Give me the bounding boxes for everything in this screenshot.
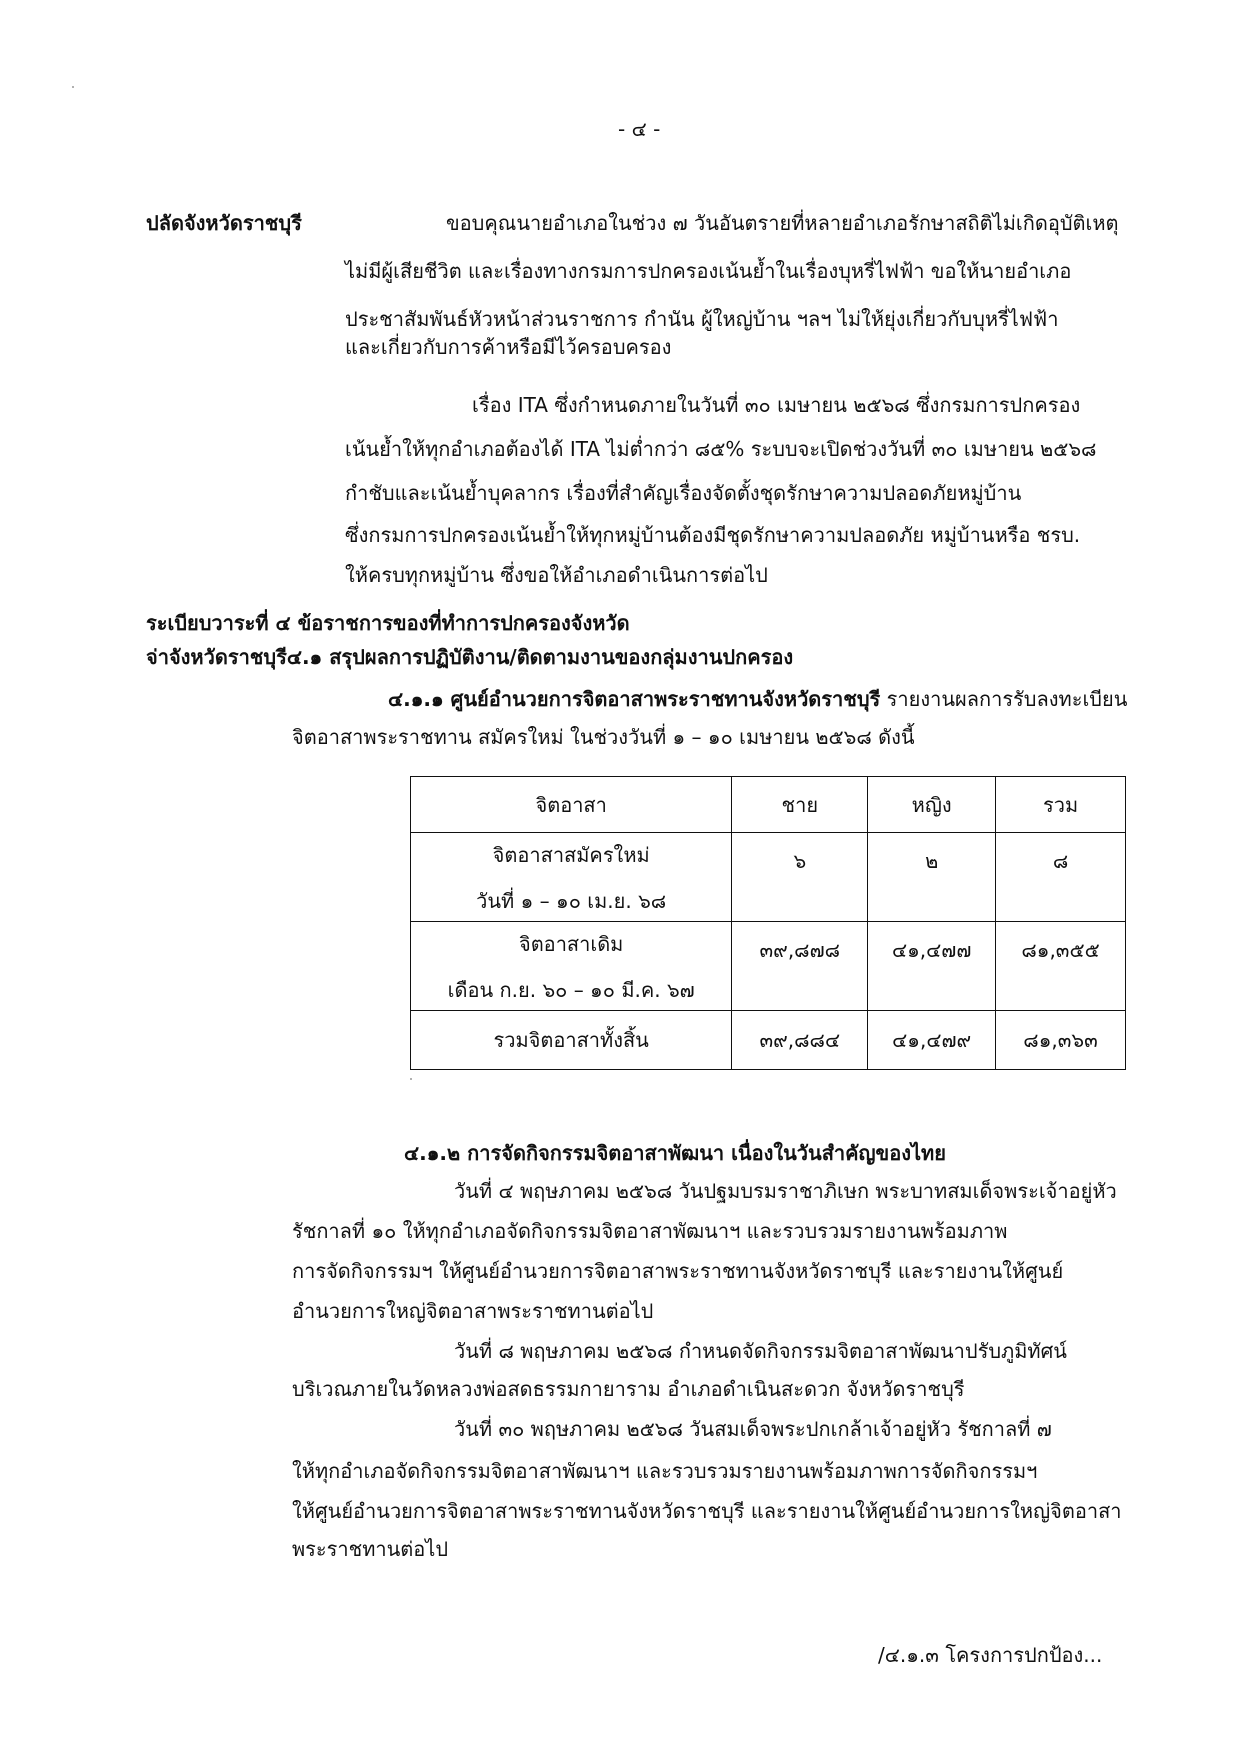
header-cell: หญิง xyxy=(868,777,996,833)
item-411-text: รายงานผลการรับลงทะเบียน xyxy=(880,687,1128,711)
paragraph-line: ให้ศูนย์อำนวยการจิตอาสาพระราชทานจังหวัดราชบุรี และรายงานให้ศูนย์อำนวยการใหญ่จิตอาสา xyxy=(292,1499,1122,1523)
row-sublabel: เดือน ก.ย. ๖๐ – ๑๐ มี.ค. ๖๗ xyxy=(447,978,695,1002)
page-number: - ๔ - xyxy=(618,117,661,141)
row-sublabel: วันที่ ๑ – ๑๐ เม.ย. ๖๘ xyxy=(476,889,667,913)
paragraph-line: และเกี่ยวกับการค้าหรือมีไว้ครอบครอง xyxy=(345,335,672,359)
row-label-cell xyxy=(411,922,732,1011)
paragraph-line: ให้ครบทุกหมู่บ้าน ซึ่งขอให้อำเภอดำเนินการต่อไป xyxy=(345,563,768,587)
total-value: ๘ xyxy=(1052,849,1069,873)
agenda-heading: ระเบียบวาระที่ ๔ ข้อราชการของที่ทำการปกครองจังหวัด xyxy=(146,611,630,635)
female-cell: ๔๑,๔๗๙ xyxy=(868,1011,996,1070)
continuation-marker: /๔.๑.๓ โครงการปกป้อง... xyxy=(878,1643,1103,1667)
row-label-cell xyxy=(411,833,732,922)
paragraph-line: ซึ่งกรมการปกครองเน้นย้ำให้ทุกหมู่บ้านต้องมีชุดรักษาความปลอดภัย หมู่บ้านหรือ ชรบ. xyxy=(345,523,1081,547)
female-value: ๔๑,๔๗๗ xyxy=(891,938,972,962)
total-cell xyxy=(996,922,1126,1011)
speaker-label: ปลัดจังหวัดราชบุรี xyxy=(146,211,302,235)
paragraph-line: วันที่ ๘ พฤษภาคม ๒๕๖๘ กำหนดจัดกิจกรรมจิตอาสาพัฒนาปรับภูมิทัศน์ xyxy=(454,1339,1067,1363)
male-value: ๓๙,๘๗๘ xyxy=(759,938,841,962)
paragraph-line: ให้ทุกอำเภอจัดกิจกรรมจิตอาสาพัฒนาฯ และรวบรวมรายงานพร้อมภาพการจัดกิจกรรมฯ xyxy=(292,1459,1038,1483)
table-row xyxy=(411,922,1126,1011)
header-cell: ชาย xyxy=(732,777,868,833)
header-cell: จิตอาสา xyxy=(411,777,732,833)
paragraph-line: การจัดกิจกรรมฯ ให้ศูนย์อำนวยการจิตอาสาพระราชทานจังหวัดราชบุรี และรายงานให้ศูนย์ xyxy=(292,1259,1064,1283)
male-cell: ๓๙,๘๘๔ xyxy=(732,1011,868,1070)
paragraph-line: บริเวณภายในวัดหลวงพ่อสดธรรมกายาราม อำเภอดำเนินสะดวก จังหวัดราชบุรี xyxy=(292,1377,965,1401)
paragraph-line: พระราชทานต่อไป xyxy=(292,1537,449,1561)
paragraph-line: ขอบคุณนายอำเภอในช่วง ๗ วันอันตรายที่หลายอำเภอรักษาสถิติไม่เกิดอุบัติเหตุ xyxy=(446,211,1119,235)
paragraph-line: วันที่ ๔ พฤษภาคม ๒๕๖๘ วันปฐมบรมราชาภิเษก พระบาทสมเด็จพระเจ้าอยู่หัว xyxy=(454,1179,1117,1203)
row-label: จิตอาสาเดิม xyxy=(518,932,624,956)
female-value: ๒ xyxy=(925,849,939,873)
paragraph-line: เน้นย้ำให้ทุกอำเภอต้องได้ ITA ไม่ต่ำกว่า ๘๕% ระบบจะเปิดช่วงวันที่ ๓๐ เมษายน ๒๕๖๘ xyxy=(345,437,1097,461)
table-header-row xyxy=(411,777,1126,833)
paragraph-line: ไม่มีผู้เสียชีวิต และเรื่องทางกรมการปกครองเน้นย้ำในเรื่องบุหรี่ไฟฟ้า ขอให้นายอำเภอ xyxy=(345,259,1072,283)
male-value: ๖ xyxy=(793,849,807,873)
item-411-title: ๔.๑.๑ ศูนย์อำนวยการจิตอาสาพระราชทานจังหวัดราชบุรี xyxy=(388,687,881,711)
agenda-subheading: จ่าจังหวัดราชบุรี๔.๑ สรุปผลการปฏิบัติงาน/ติดตามงานของกลุ่มงานปกครอง xyxy=(146,645,794,669)
paragraph-line: เรื่อง ITA ซึ่งกำหนดภายในวันที่ ๓๐ เมษายน ๒๕๖๘ ซึ่งกรมการปกครอง xyxy=(472,393,1081,417)
paragraph-line: วันที่ ๓๐ พฤษภาคม ๒๕๖๘ วันสมเด็จพระปกเกล้าเจ้าอยู่หัว รัชกาลที่ ๗ xyxy=(454,1417,1052,1441)
total-value: ๘๑,๓๕๕ xyxy=(1021,938,1100,962)
table-row xyxy=(411,833,1126,922)
item-411-line xyxy=(388,684,1127,714)
total-cell: ๘๑,๓๖๓ xyxy=(996,1011,1126,1070)
male-cell xyxy=(732,833,868,922)
table-row xyxy=(411,1011,1126,1070)
paragraph-line: อำนวยการใหญ่จิตอาสาพระราชทานต่อไป xyxy=(292,1299,654,1323)
header-cell: รวม xyxy=(996,777,1126,833)
row-label-cell: รวมจิตอาสาทั้งสิ้น xyxy=(411,1011,732,1070)
scan-speck xyxy=(410,1078,412,1080)
volunteer-table xyxy=(410,776,1126,1070)
scan-speck xyxy=(72,86,74,88)
male-cell xyxy=(732,922,868,1011)
row-label: จิตอาสาสมัครใหม่ xyxy=(492,843,650,867)
paragraph-line: ประชาสัมพันธ์หัวหน้าส่วนราชการ กำนัน ผู้ใหญ่บ้าน ฯลฯ ไม่ให้ยุ่งเกี่ยวกับบุหรี่ไฟฟ้า xyxy=(345,307,1059,331)
item-411-line2: จิตอาสาพระราชทาน สมัครใหม่ ในช่วงวันที่ ๑ – ๑๐ เมษายน ๒๕๖๘ ดังนี้ xyxy=(292,725,915,749)
section-412-heading: ๔.๑.๒ การจัดกิจกรรมจิตอาสาพัฒนา เนื่องในวันสำคัญของไทย xyxy=(404,1141,946,1165)
paragraph-line: รัชกาลที่ ๑๐ ให้ทุกอำเภอจัดกิจกรรมจิตอาสาพัฒนาฯ และรวบรวมรายงานพร้อมภาพ xyxy=(292,1219,1008,1243)
paragraph-line: กำชับและเน้นย้ำบุคลากร เรื่องที่สำคัญเรื่องจัดตั้งชุดรักษาความปลอดภัยหมู่บ้าน xyxy=(345,481,1022,505)
female-cell xyxy=(868,833,996,922)
total-cell xyxy=(996,833,1126,922)
female-cell xyxy=(868,922,996,1011)
